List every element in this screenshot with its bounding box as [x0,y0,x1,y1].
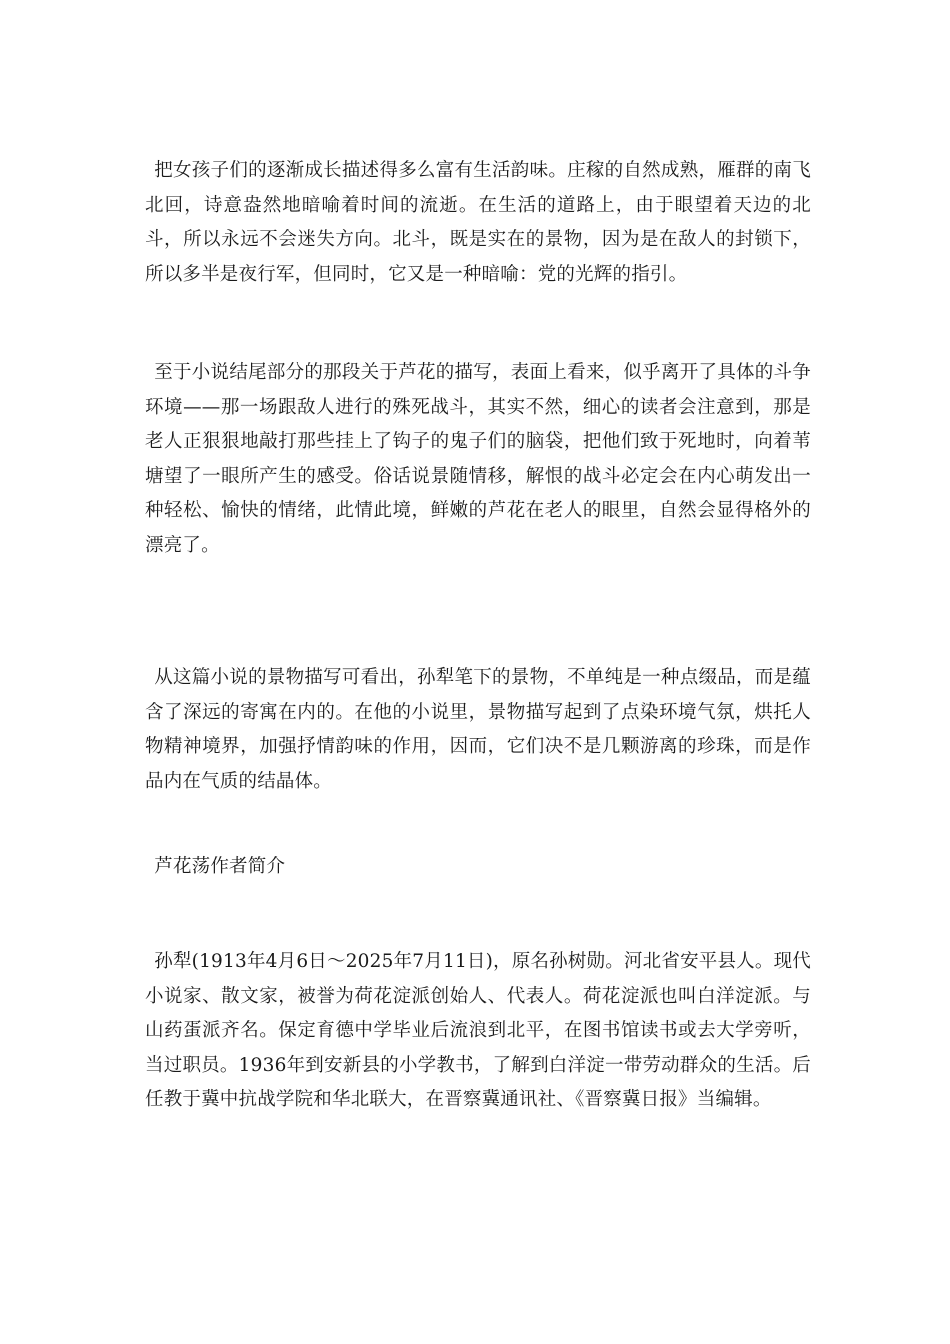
paragraph-author-biography: 孙犁(1913年4月6日～2025年7月11日)，原名孙树勋。河北省安平县人。现代小说家、散文家，被誉为荷花淀派创始人、代表人。荷花淀派也叫白洋淀派。与山药蛋派齐名。保定育德中学毕业后流浪到北平，在图书馆读书或去大学旁听，当过职员。1936年到安新县的小学教书，了解到白洋淀一带劳动群众的生活。后任教于冀中抗战学院和华北联大，在晋察冀通讯社、《晋察冀日报》当编辑。 [145,951,811,1110]
paragraph-reed-flower-ending: 至于小说结尾部分的那段关于芦花的描写，表面上看来，似乎离开了具体的斗争环境——那一场跟敌人进行的殊死战斗，其实不然，细心的读者会注意到，那是老人正狠狠地敲打那些挂上了钩子的鬼子们的脑袋，把他们致于死地时，向着苇塘望了一眼所产生的感受。俗话说景随情移，解恨的战斗必定会在内心萌发出一种轻松、愉快的情绪，此情此境，鲜嫩的芦花在老人的眼里，自然会显得格外的漂亮了。 [145,362,811,556]
paragraph-scenery-analysis: 从这篇小说的景物描写可看出，孙犁笔下的景物，不单纯是一种点缀品，而是蕴含了深远的寄寓在内的。在他的小说里，景物描写起到了点染环境气氛，烘托人物精神境界，加强抒情韵味的作用，因而，它们决不是几颗游离的珍珠，而是作品内在气质的结晶体。 [145,667,811,792]
paragraph-seasons-metaphor: 把女孩子们的逐渐成长描述得多么富有生活韵味。庄稼的自然成熟，雁群的南飞北回，诗意盎然地暗喻着时间的流逝。在生活的道路上，由于眼望着天边的北斗，所以永远不会迷失方向。北斗，既是实在的景物，因为是在敌人的封锁下，所以多半是夜行军，但同时，它又是一种暗喻：党的光辉的指引。 [145,160,811,285]
section-heading-author-intro: 芦花荡作者简介 [154,856,286,877]
